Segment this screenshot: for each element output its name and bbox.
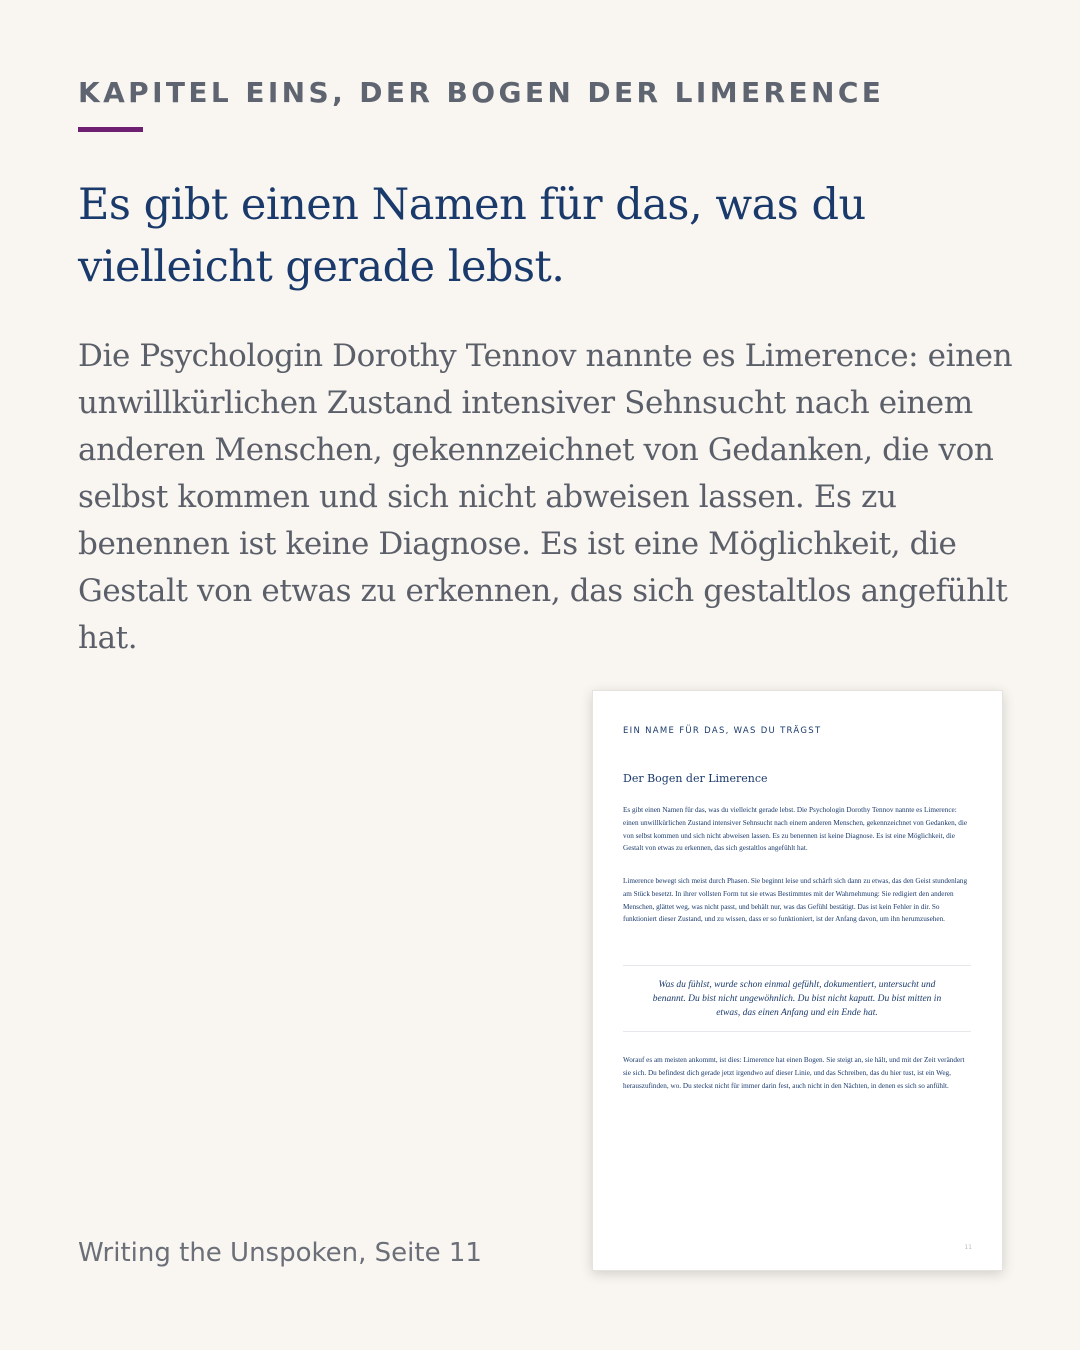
preview-paragraph: Worauf es am meisten ankommt, ist dies: Limerence hat einen Bogen. Sie steigt an, sie hält, und mit der Zeit verändert sie sich. Du befindest dich gerade jetzt irgendwo auf dieser Linie, und das Schreiben, das du hier tust, ist ein Weg, herauszufinden, wo. Du steckst nicht für immer darin fest, auch nicht in den Nächten, in denen es sich so anfühlt. (623, 1056, 965, 1090)
accent-rule (78, 127, 143, 132)
preview-pull-quote: Was du fühlst, wurde schon einmal gefühlt, dokumentiert, untersucht und benannt. Du bist nicht ungewöhnlich. Du bist nicht kaputt. Du bist mitten in etwas, das einen Anfang und ein Ende hat. (652, 980, 942, 1019)
preview-paragraph: Limerence bewegt sich meist durch Phasen. Sie beginnt leise und schärft sich dann zu etwas, das den Geist stundenlang am Stück besetzt. In ihrer vollsten Form tut sie etwas Bestimmtes mit der Wahrnehmung: Sie redigiert den anderen Menschen, glättet weg, was nicht passt, und behält nur, was das Gefühl bestätigt. Das ist kein Fehler in dir. So funktioniert dieser Zustand, und zu wissen, dass er so funktioniert, ist der Anfang davon, um ihn herumzusehen. (623, 877, 968, 924)
page-headline: Es gibt einen Namen für das, was du vielleicht gerade lebst. (78, 180, 866, 292)
preview-quote-rule-top (623, 965, 971, 966)
source-caption: Writing the Unspoken, Seite 11 (78, 1238, 482, 1268)
preview-page-number: 11 (964, 1244, 972, 1251)
preview-paragraph: Es gibt einen Namen für das, was du vielleicht gerade lebst. Die Psychologin Dorothy Tennov nannte es Limerence: einen unwillkürlichen Zustand intensiver Sehnsucht nach einem anderen Menschen, gekennzeichnet von Gedanken, die von selbst kommen und sich nicht abweisen lassen. Es zu benennen ist keine Diagnose. Es ist eine Möglichkeit, die Gestalt von etwas zu erkennen, das sich gestaltlos angefühlt hat. (623, 806, 968, 853)
preview-quote-rule-bottom (623, 1031, 971, 1032)
chapter-eyebrow: KAPITEL EINS, DER BOGEN DER LIMERENCE (78, 76, 885, 109)
preview-eyebrow: EIN NAME FÜR DAS, WAS DU TRÄGST (623, 726, 822, 736)
body-paragraph: Die Psychologin Dorothy Tennov nannte es Limerence: einen unwillkürlichen Zustand intensiver Sehnsucht nach einem anderen Menschen, gekennzeichnet von Gedanken, die von selbst kommen und sich nicht abweisen lassen. Es zu benennen ist keine Diagnose. Es ist eine Möglichkeit, die Gestalt von etwas zu erkennen, das sich gestaltlos angefühlt hat. (78, 338, 1013, 656)
preview-title: Der Bogen der Limerence (623, 772, 768, 785)
page-preview-thumbnail (592, 690, 1003, 1271)
